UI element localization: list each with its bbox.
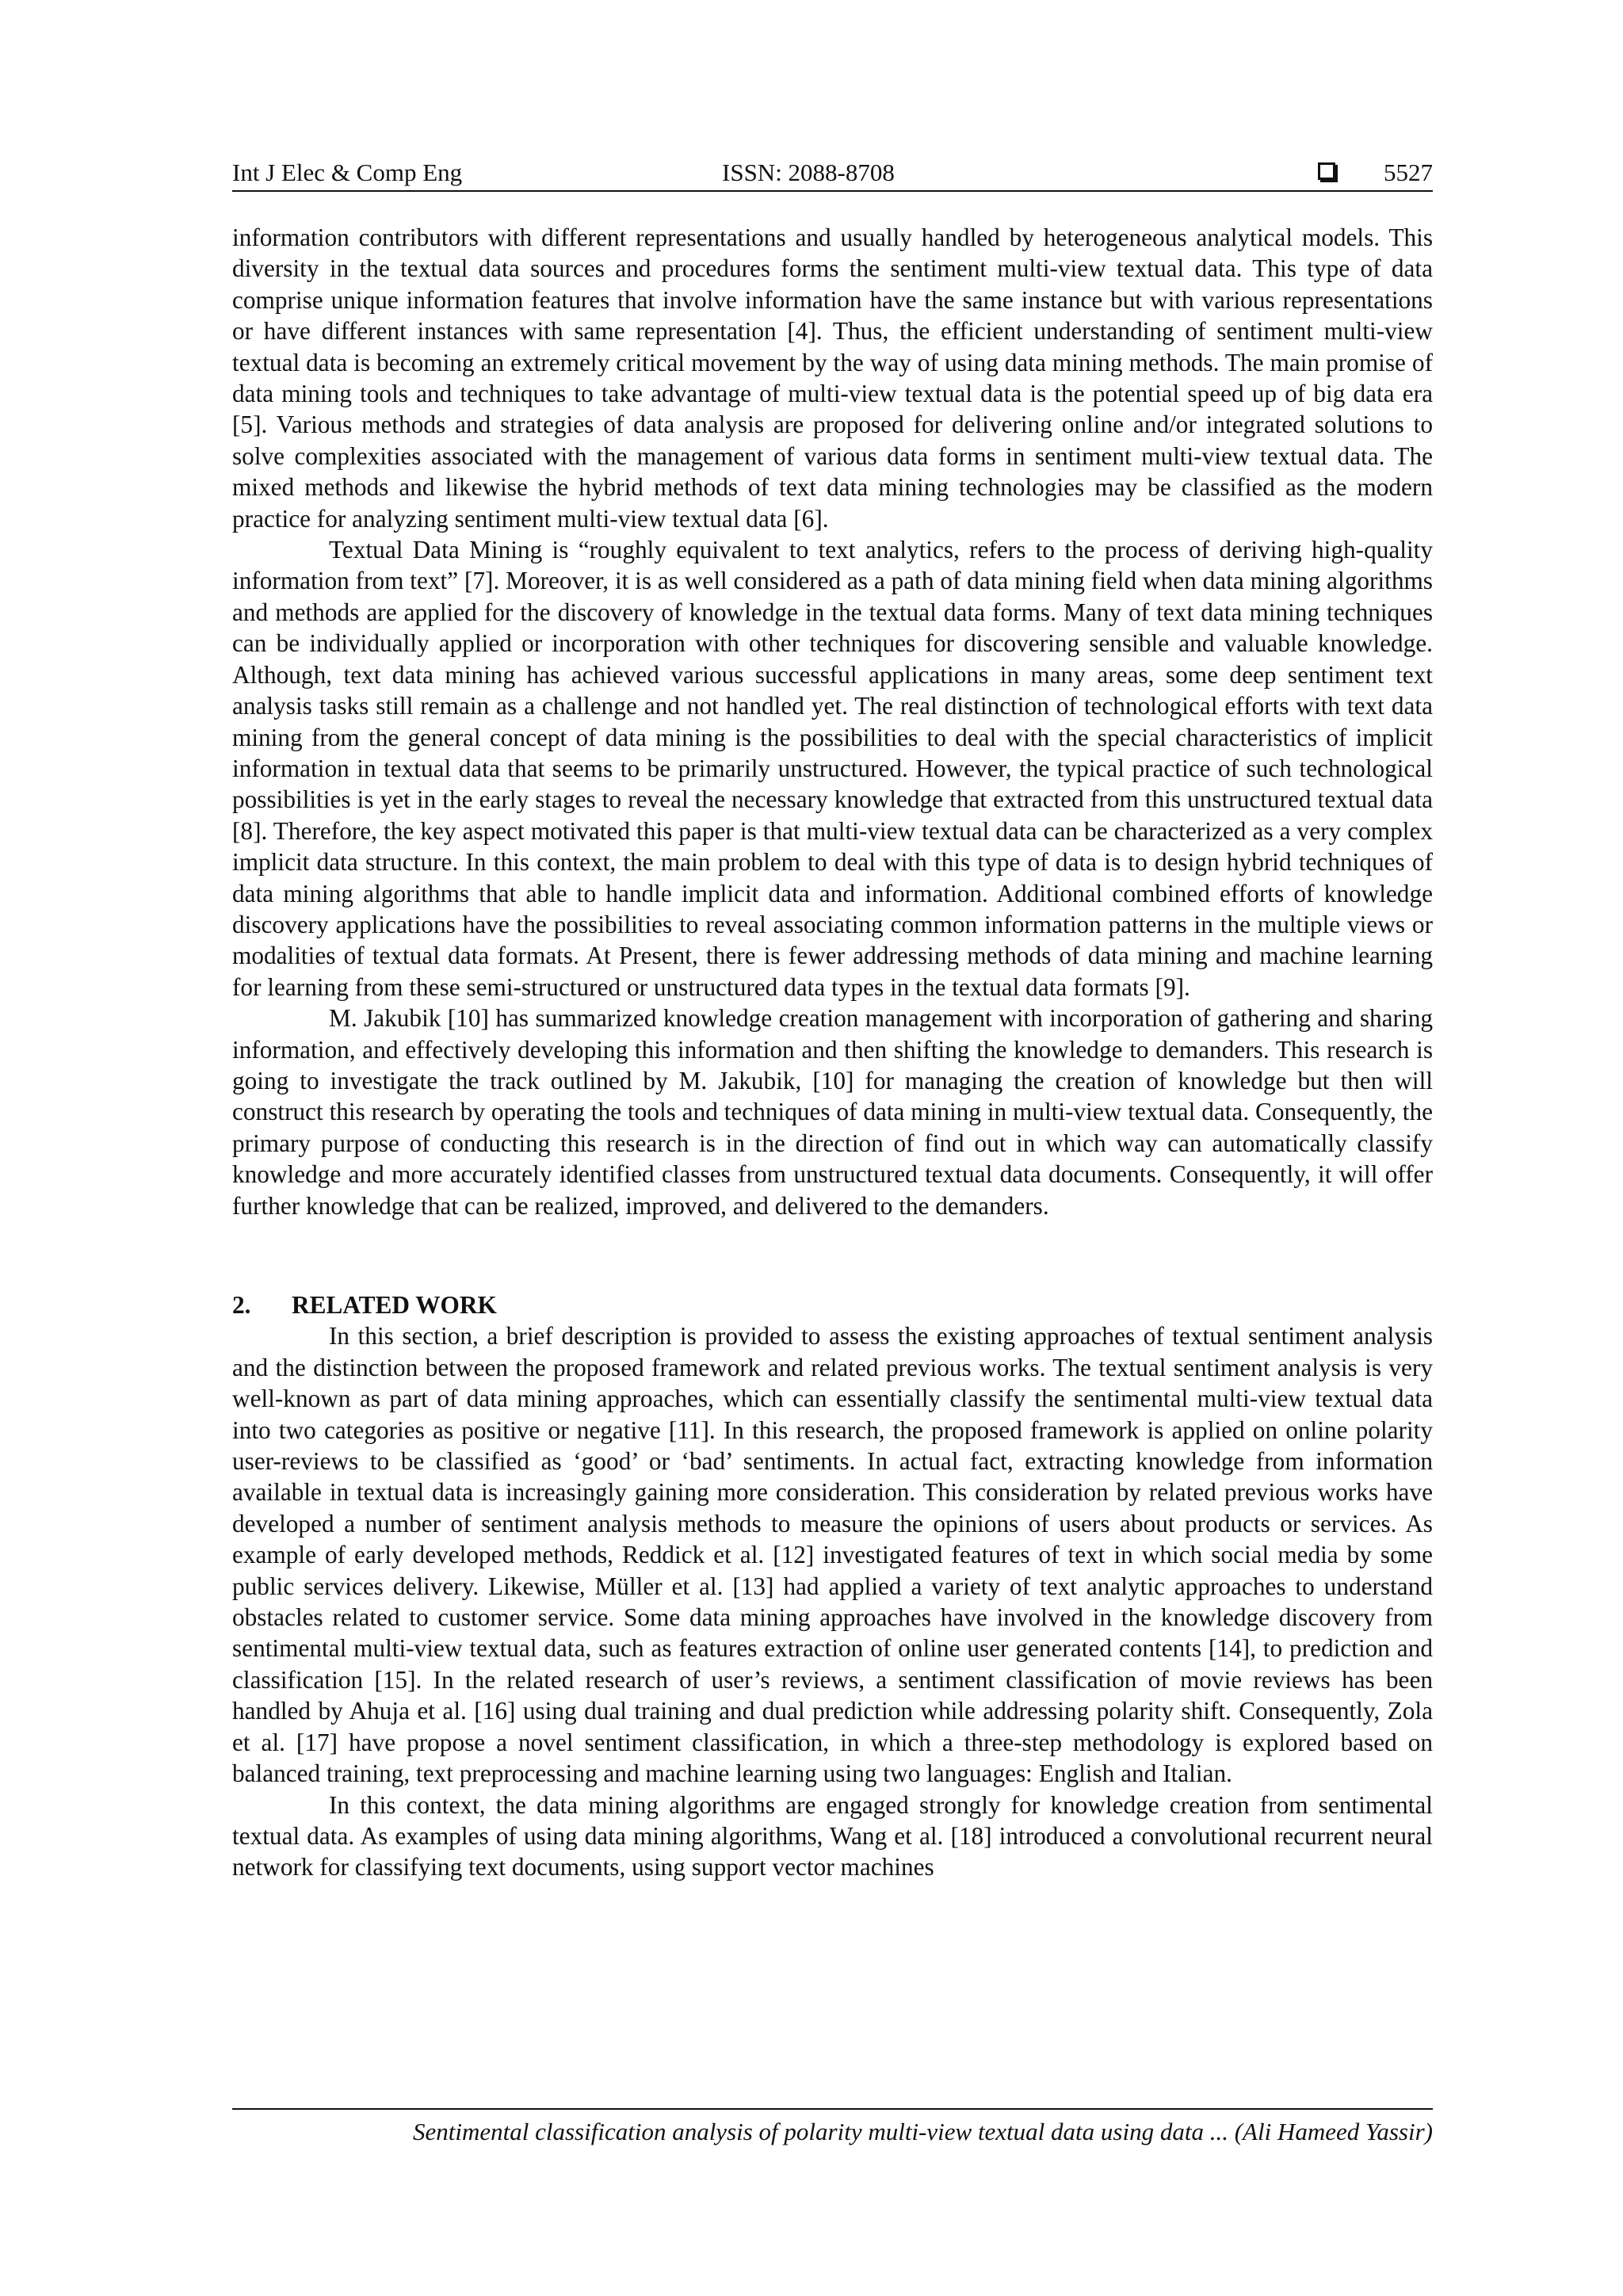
section-number: 2. [232, 1291, 251, 1319]
paragraph-textual-data-mining: Textual Data Mining is “roughly equivalent to text analytics, refers to the process of deriving high-quality information from text” [7]. Moreover, it is as well considered as a path of data mining field when data mining algorithms and methods are applied for the discovery of knowledge in the textual data forms. Many of text data mining techniques can be individually applied or incorporation with other techniques for discovering sensible and valuable knowledge. Although, text data mining has achieved various successful applications in many areas, some deep sentiment text analysis tasks still remain as a challenge and not handled yet. The real distinction of technological efforts with text data mining from the general concept of data mining is the possibilities to deal with the special characteristics of implicit information in textual data that seems to be primarily unstructured. However, the typical practice of such technological possibilities is yet in the early stages to reveal the necessary knowledge that extracted from this unstructured textual data [8]. Therefore, the key aspect motivated this paper is that multi-view textual data can be characterized as a very complex implicit data structure. In this context, the main problem to deal with this type of data is to design hybrid techniques of data mining algorithms that able to handle implicit data and information. Additional combined efforts of knowledge discovery applications have the possibilities to reveal associating common information patterns in the multiple views or modalities of textual data formats. At Present, there is fewer addressing methods of data mining and machine learning for learning from these semi-structured or unstructured data types in the textual data formats [9]. [232, 536, 1433, 1001]
page-number: 5527 [1384, 159, 1433, 186]
running-footer: Sentimental classification analysis of polarity multi-view textual data using data ... (Ali Hameed Yassir) [413, 2118, 1433, 2145]
paragraph-jakubik: M. Jakubik [10] has summarized knowledge creation management with incorporation of gathering and sharing information, and effectively developing this information and then shifting the knowledge to demanders. This research is going to investigate the track outlined by M. Jakubik, [10] for managing the creation of knowledge but then will construct this research by operating the tools and techniques of data mining in multi-view textual data. Consequently, the primary purpose of conducting this research is in the direction of find out in which way can automatically classify knowledge and more accurately identified classes from unstructured textual data documents. Consequently, it will offer further knowledge that can be realized, improved, and delivered to the demanders. [232, 1004, 1433, 1220]
footer-divider [232, 2108, 1433, 2110]
paragraph-data-mining-algorithms: In this context, the data mining algorithms are engaged strongly for knowledge creation from sentimental textual data. As examples of using data mining algorithms, Wang et al. [18] introduced a convolutional recurrent neural network for classifying text documents, using support vector machines [232, 1790, 1433, 1881]
header-divider [232, 190, 1433, 192]
paragraph-continued: information contributors with different representations and usually handled by heterogeneous analytical models. This diversity in the textual data sources and procedures forms the sentiment multi-view textual data. This type of data comprise unique information features that involve information have the same instance but with various representations or have different instances with same representation [4]. Thus, the efficient understanding of sentiment multi-view textual data is becoming an extremely critical movement by the way of using data mining methods. The main promise of data mining tools and techniques to take advantage of multi-view textual data is the potential speed up of big data era [5]. Various methods and strategies of data analysis are proposed for delivering online and/or integrated solutions to solve complexities associated with the management of various data forms in sentiment multi-view textual data. The mixed methods and likewise the hybrid methods of text data mining technologies may be classified as the modern practice for analyzing sentiment multi-view textual data [6]. [232, 223, 1433, 533]
section-heading [232, 1289, 1433, 1320]
checkbox-square-icon [1318, 162, 1335, 180]
issn-label: ISSN: 2088-8708 [722, 159, 895, 186]
journal-name: Int J Elec & Comp Eng [232, 159, 463, 186]
running-header [232, 154, 1433, 192]
paragraph-related-work-intro: In this section, a brief description is provided to assess the existing approaches of textual sentiment analysis and the distinction between the proposed framework and related previous works. The textual sentiment analysis is very well-known as part of data mining approaches, which can essentially classify the sentimental multi-view textual data into two categories as positive or negative [11]. In this research, the proposed framework is applied on online polarity user-reviews to be classified as ‘good’ or ‘bad’ sentiments. In actual fact, extracting knowledge from information available in textual data is increasingly gaining more consideration. This consideration by related previous works have developed a number of sentiment analysis methods to measure the opinions of users about products or services. As example of early developed methods, Reddick et al. [12] investigated features of text in which social media by some public services delivery. Likewise, Müller et al. [13] had applied a variety of text analytic approaches to understand obstacles related to customer service. Some data mining approaches have involved in the knowledge discovery from sentimental multi-view textual data, such as features extraction of online user generated contents [14], to prediction and classification [15]. In the related research of user’s reviews, a sentiment classification of movie reviews has been handled by Ahuja et al. [16] using dual training and dual prediction while addressing polarity shift. Consequently, Zola et al. [17] have propose a novel sentiment classification, in which a three-step methodology is explored based on balanced training, text preprocessing and machine learning using two languages: English and Italian. [232, 1322, 1433, 1788]
body-text [232, 222, 1433, 1883]
section-title: RELATED WORK [292, 1291, 497, 1319]
